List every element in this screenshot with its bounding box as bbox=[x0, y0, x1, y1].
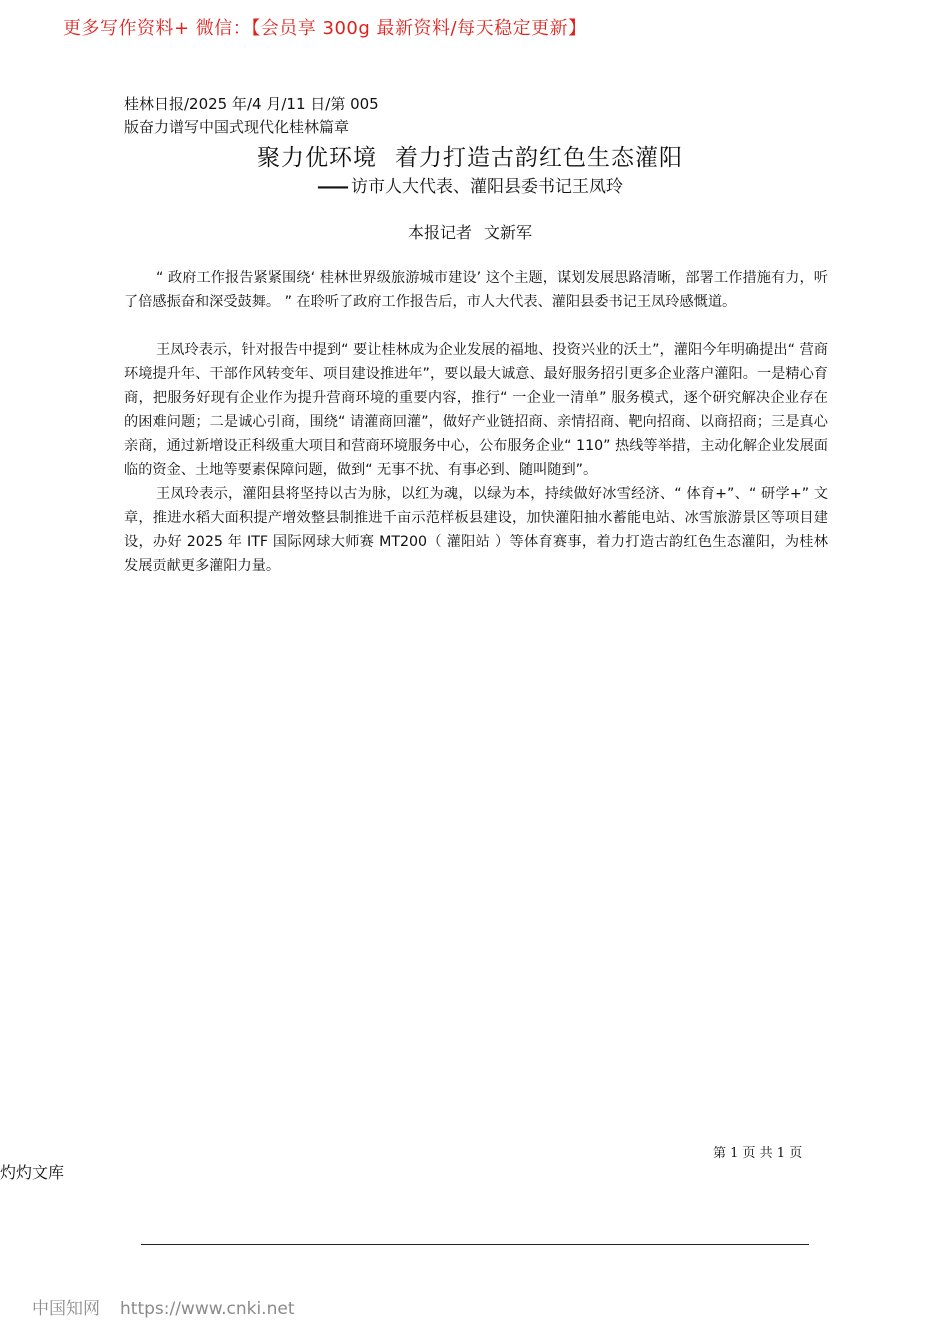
source-line: 桂林日报/2025 年/4 月/11 日/第 005 bbox=[124, 95, 379, 113]
library-name: 灼灼文库 bbox=[0, 1163, 65, 1182]
title-part-2: 着力打造古韵红色生态灌阳 bbox=[395, 145, 683, 171]
byline-role: 本报记者 bbox=[407, 223, 472, 242]
article-body bbox=[124, 266, 828, 578]
subtitle-text: 访市人大代表、灌阳县委书记王凤玲 bbox=[351, 177, 623, 197]
cnki-name: 中国知网 bbox=[32, 1299, 100, 1319]
subtitle-dash: —— bbox=[317, 177, 347, 197]
article-title bbox=[0, 139, 940, 172]
column-line: 版奋力谱写中国式现代化桂林篇章 bbox=[124, 118, 350, 136]
page-number: 第 1 页 共 1 页 bbox=[713, 1146, 803, 1161]
promo-banner: 更多写作资料+ 微信：【会员享 300g 最新资料/每天稳定更新】 bbox=[63, 18, 587, 39]
title-part-1: 聚力优环境 bbox=[257, 145, 377, 171]
cnki-footer bbox=[32, 1294, 294, 1319]
footer-divider bbox=[141, 1244, 809, 1245]
cnki-url[interactable]: https://www.cnki.net bbox=[120, 1299, 295, 1319]
paragraph-3: 王凤玲表示，灌阳县将坚持以古为脉，以红为魂，以绿为本，持续做好冰雪经济、“ 体育+”、“ 研学+” 文章，推进水稻大面积提产增效整县制推进千亩示范样板县建设，加快灌阳抽水蓄能电站、冰雪旅游景区等项目建设，办好 2025 年 ITF 国际网球大师赛 MT200（ 灌阳站 ）等体育赛事，着力打造古韵红色生态灌阳，为桂林发展贡献更多灌阳力量。 bbox=[124, 486, 828, 574]
byline bbox=[0, 220, 940, 243]
article-subtitle bbox=[0, 172, 940, 197]
byline-name: 文新军 bbox=[484, 223, 533, 242]
paragraph-2: 王凤玲表示，针对报告中提到“ 要让桂林成为企业发展的福地、投资兴业的沃土”，灌阳今年明确提出“ 营商环境提升年、干部作风转变年、项目建设推进年”，要以最大诚意、最好服务招引更多企业落户灌阳。一是精心育商，把服务好现有企业作为提升营商环境的重要内容，推行“ 一企业一清单” 服务模式，逐个研究解决企业存在的困难问题；二是诚心引商，围绕“ 请灌商回灌”，做好产业链招商、亲情招商、靶向招商、以商招商；三是真心亲商，通过新增设正科级重大项目和营商环境服务中心，公布服务企业“ 110” 热线等举措，主动化解企业发展面临的资金、土地等要素保障问题，做到“ 无事不扰、有事必到、随叫随到”。 bbox=[124, 342, 828, 478]
paragraph-1: “ 政府工作报告紧紧围绕‘ 桂林世界级旅游城市建设’ 这个主题，谋划发展思路清晰，部署工作措施有力，听了倍感振奋和深受鼓舞。 ” 在聆听了政府工作报告后，市人大代表、灌阳县委书记王凤玲感慨道。 bbox=[124, 270, 828, 310]
